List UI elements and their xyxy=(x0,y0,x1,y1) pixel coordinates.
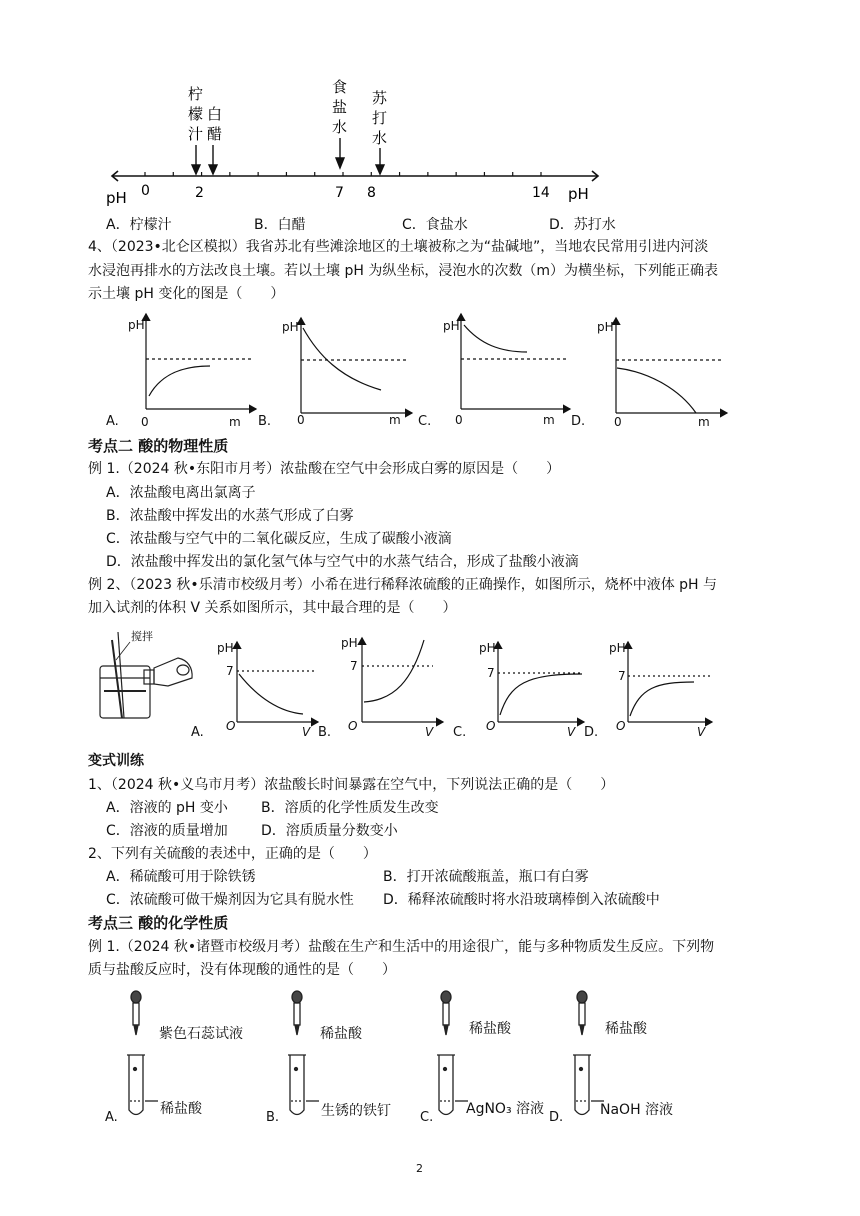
q4-stem-line3: 示土壤 pH 变化的图是（ ） xyxy=(88,286,285,302)
ph-option-d: D．苏打水 xyxy=(549,217,616,233)
practice-q2-stem: 2、下列有关硫酸的表述中，正确的是（ ） xyxy=(88,846,377,862)
test-tube-with-dropper xyxy=(573,991,604,1115)
tube-c-option: C. xyxy=(420,1110,434,1125)
q4-a-origin: 0 xyxy=(141,415,149,429)
s2-ex1-stem: 例 1.（2024 秋•东阳市月考）浓盐酸在空气中会形成白雾的原因是（ ） xyxy=(88,461,561,477)
ph-scale-svg xyxy=(0,0,860,210)
tube-c-dropper-label: 稀盐酸 xyxy=(469,1021,511,1037)
s2-option-a: A. xyxy=(191,725,204,740)
practice-q1-option-b: B．溶质的化学性质发生改变 xyxy=(261,800,439,816)
s2-graph-c xyxy=(498,642,584,722)
s2-option-d: D. xyxy=(584,725,599,740)
practice-q2-option-c: C．浓硫酸可做干燥剂因为它具有脱水性 xyxy=(106,892,354,908)
practice-title: 变式训练 xyxy=(88,753,144,769)
practice-q2-option-a: A．稀硫酸可用于除铁锈 xyxy=(106,869,256,885)
s2-ex1-option-c: C．浓盐酸与空气中的二氧化碳反应，生成了碳酸小液滴 xyxy=(106,531,452,547)
ph-axis-label-right: pH xyxy=(568,185,589,203)
s2-c-origin: O xyxy=(486,719,496,733)
ph-option-b: B．白醋 xyxy=(254,217,306,233)
q4-c-ylabel: pH xyxy=(443,319,460,333)
s3-ex1-line2: 质与盐酸反应时，没有体现酸的通性的是（ ） xyxy=(88,962,396,978)
tube-c-content-label: AgNO₃ 溶液 xyxy=(466,1101,545,1117)
beaker-illustration xyxy=(100,632,192,718)
q4-d-ylabel: pH xyxy=(597,320,614,334)
marker-soda-char3: 水 xyxy=(372,129,388,147)
section2-title: 考点二 酸的物理性质 xyxy=(88,437,229,455)
s2-b-xlabel: V xyxy=(425,725,434,739)
marker-salt-char2: 盐 xyxy=(332,98,348,116)
s2-d-xlabel: V xyxy=(697,725,706,739)
section3-title: 考点三 酸的化学性质 xyxy=(88,914,229,932)
marker-vinegar-char2: 醋 xyxy=(207,125,223,143)
practice-q2-option-d: D．稀释浓硫酸时将水沿玻璃棒倒入浓硫酸中 xyxy=(383,892,660,908)
tick-14: 14 xyxy=(532,185,550,201)
s2-ex1-option-a: A．浓盐酸电离出氯离子 xyxy=(106,485,256,501)
s2-d-seven: 7 xyxy=(618,669,626,683)
s2-option-b: B. xyxy=(318,725,332,740)
s2-a-ylabel: pH xyxy=(217,641,234,655)
tube-b-dropper-label: 稀盐酸 xyxy=(320,1026,362,1042)
ph-option-a: A．柠檬汁 xyxy=(106,217,172,233)
q4-b-origin: 0 xyxy=(297,413,305,427)
tube-a-dropper-label: 紫色石蕊试液 xyxy=(159,1026,243,1042)
s2-graph-d xyxy=(628,642,712,722)
tube-b-option: B. xyxy=(266,1110,280,1125)
s2-a-xlabel: V xyxy=(302,725,311,739)
test-tube-with-dropper xyxy=(127,991,158,1115)
q4-d-xlabel: m xyxy=(698,415,710,429)
practice-q2-option-b: B．打开浓硫酸瓶盖，瓶口有白雾 xyxy=(383,869,589,885)
marker-lemon-char2: 檬 xyxy=(188,105,204,123)
q4-stem-line2: 水浸泡再排水的方法改良土壤。若以土壤 pH 为纵坐标，浸泡水的次数（m）为横坐标，下列能正确表 xyxy=(88,263,718,279)
q4-graph-a xyxy=(146,314,256,409)
q4-b-ylabel: pH xyxy=(282,320,299,334)
page-number: 2 xyxy=(416,1162,423,1175)
practice-q1-option-d: D．溶质质量分数变小 xyxy=(261,823,398,839)
q4-option-c: C. xyxy=(418,414,432,429)
ph-option-c: C．食盐水 xyxy=(402,217,468,233)
ph-axis-label-left: pH xyxy=(106,189,127,207)
s2-ex2-line1: 例 2、（2023 秋•乐清市校级月考）小希在进行稀释浓硫酸的正确操作，如图所示，烧杯中液体 pH 与 xyxy=(88,577,718,593)
q4-b-xlabel: m xyxy=(389,413,401,427)
tick-2: 2 xyxy=(195,185,204,201)
s2-graph-b xyxy=(362,638,443,722)
stir-label: 搅拌 xyxy=(131,630,153,643)
tube-d-option: D. xyxy=(549,1110,564,1125)
test-tube-with-dropper xyxy=(437,991,468,1115)
s2-c-seven: 7 xyxy=(487,666,495,680)
tube-d-dropper-label: 稀盐酸 xyxy=(605,1021,647,1037)
marker-lemon-char3: 汁 xyxy=(188,125,204,143)
s2-c-ylabel: pH xyxy=(479,641,496,655)
q4-a-xlabel: m xyxy=(229,415,241,429)
dilution-figure xyxy=(0,620,860,750)
test-tube-with-dropper xyxy=(288,991,319,1115)
q4-stem-line1: 4、（2023•北仑区模拟）我省苏北有些滩涂地区的土壤被称之为“盐碱地”，当地农民常用引进内河淡 xyxy=(88,239,709,255)
practice-q1-option-a: A．溶液的 pH 变小 xyxy=(106,800,228,816)
s2-a-origin: O xyxy=(226,719,236,733)
tick-0: 0 xyxy=(141,183,150,199)
s2-b-ylabel: pH xyxy=(341,636,358,650)
s2-a-seven: 7 xyxy=(226,664,234,678)
q4-option-a: A. xyxy=(106,414,119,429)
q4-option-b: B. xyxy=(258,414,272,429)
s3-ex1-line1: 例 1.（2024 秋•诸暨市校级月考）盐酸在生产和生活中的用途很广，能与多种物质发生反应。下列物 xyxy=(88,939,715,955)
s2-graph-a xyxy=(237,642,318,722)
s2-b-origin: O xyxy=(348,719,358,733)
practice-q1-stem: 1、（2024 秋•义乌市月考）浓盐酸长时间暴露在空气中，下列说法正确的是（ ） xyxy=(88,777,615,793)
marker-salt-char1: 食 xyxy=(332,78,348,96)
marker-soda-char1: 苏 xyxy=(372,89,388,107)
tube-a-option: A. xyxy=(105,1110,118,1125)
q4-graph-b xyxy=(301,318,412,413)
q4-d-origin: 0 xyxy=(614,415,622,429)
marker-salt-char3: 水 xyxy=(332,118,348,136)
marker-soda-char2: 打 xyxy=(372,109,388,127)
s2-ex2-line2: 加入试剂的体积 V 关系如图所示，其中最合理的是（ ） xyxy=(88,600,457,616)
marker-lemon-char1: 柠 xyxy=(188,85,204,103)
q4-graph-d xyxy=(616,318,727,413)
marker-vinegar-char1: 白 xyxy=(207,105,223,123)
q4-c-xlabel: m xyxy=(543,413,555,427)
tube-b-content-label: 生锈的铁钉 xyxy=(321,1103,391,1119)
tick-8: 8 xyxy=(367,185,376,201)
test-tube-figure xyxy=(0,985,860,1125)
s2-d-ylabel: pH xyxy=(609,641,626,655)
q4-a-ylabel: pH xyxy=(128,318,145,332)
s2-b-seven: 7 xyxy=(350,659,358,673)
q4-c-origin: 0 xyxy=(455,413,463,427)
tick-7: 7 xyxy=(335,185,344,201)
s2-c-xlabel: V xyxy=(567,725,576,739)
q4-graphs xyxy=(0,300,860,440)
practice-q1-option-c: C．溶液的质量增加 xyxy=(106,823,228,839)
tube-a-content-label: 稀盐酸 xyxy=(160,1101,202,1117)
s2-ex1-option-b: B．浓盐酸中挥发出的水蒸气形成了白雾 xyxy=(106,508,354,524)
q4-option-d: D. xyxy=(571,414,586,429)
s2-ex1-option-d: D．浓盐酸中挥发出的氯化氢气体与空气中的水蒸气结合，形成了盐酸小液滴 xyxy=(106,554,579,570)
s2-option-c: C. xyxy=(453,725,467,740)
tube-d-content-label: NaOH 溶液 xyxy=(600,1102,674,1118)
s2-d-origin: O xyxy=(616,719,626,733)
q4-graph-c xyxy=(461,314,570,409)
